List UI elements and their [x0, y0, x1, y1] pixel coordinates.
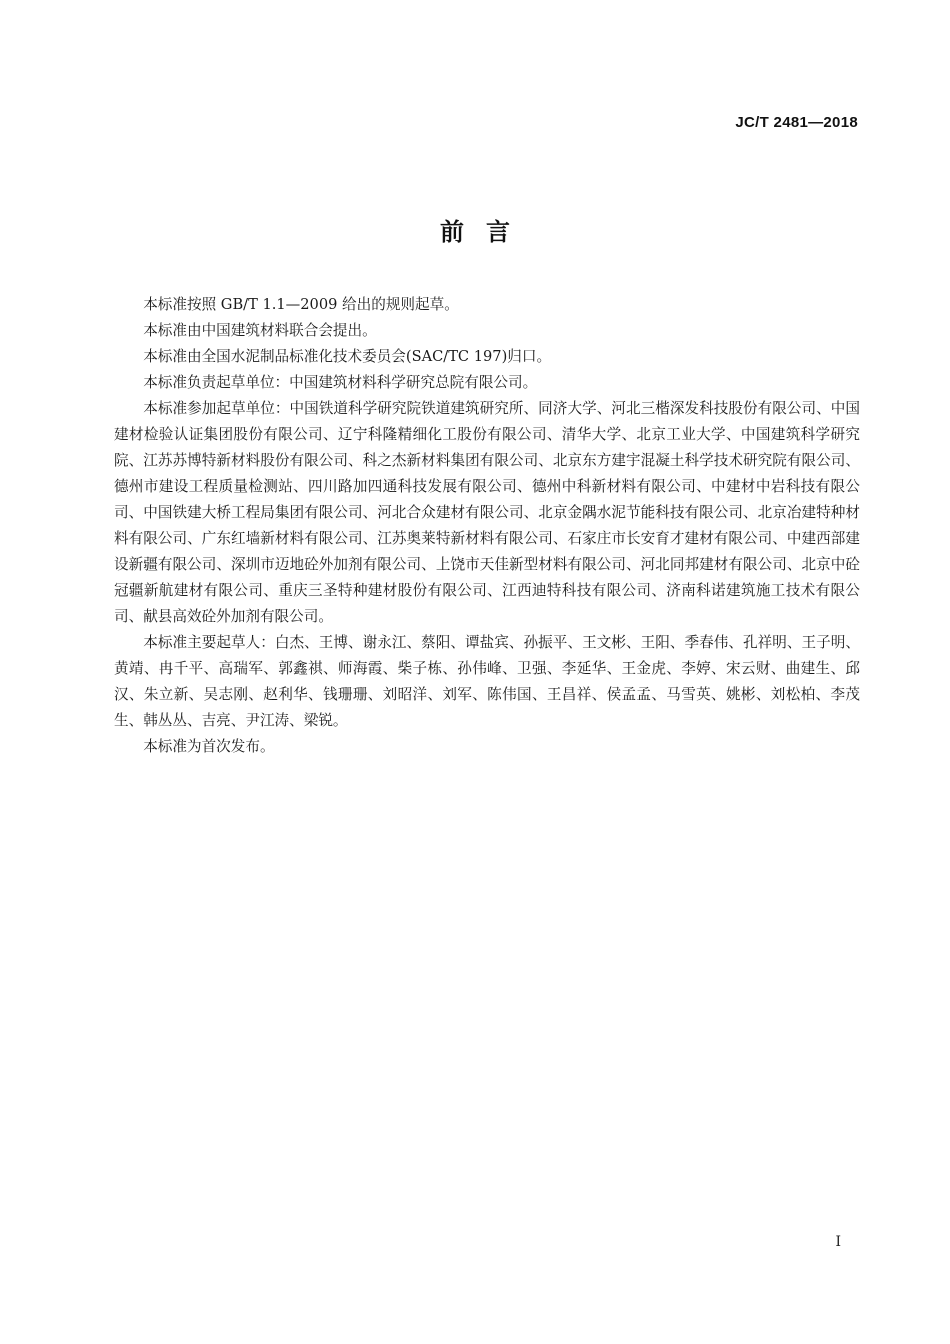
paragraph-drafting-rules: 本标准按照 GB/T 1.1—2009 给出的规则起草。 [143, 296, 459, 313]
paragraph-first-release: 本标准为首次发布。 [143, 738, 275, 755]
paragraph-participating-units: 本标准参加起草单位：中国铁道科学研究院铁道建筑研究所、同济大学、河北三楷深发科技股份有限公司、中国建材检验认证集团股份有限公司、辽宁科隆精细化工股份有限公司、清华大学、北京工业大学、中国建筑科学研究院、江苏苏博特新材料股份有限公司、科之杰新材料集团有限公司、北京东方建宇混凝土科学技术研究院有限公司、德州市建设工程质量检测站、四川路加四通科技发展有限公司、德州中科新材料有限公司、中建材中岩科技有限公司、中国铁建大桥工程局集团有限公司、河北合众建材有限公司、北京金隅水泥节能科技有限公司、北京冶建特种材料有限公司、广东红墙新材料有限公司、江苏奥莱特新材料有限公司、石家庄市长安育才建材有限公司、中建西部建设新疆有限公司、深圳市迈地砼外加剂有限公司、上饶市天佳新型材料有限公司、河北同邦建材有限公司、北京中砼冠疆新航建材有限公司、重庆三圣特种建材股份有限公司、江西迪特科技有限公司、济南科诺建筑施工技术有限公司、献县高效砼外加剂有限公司。 [114, 400, 860, 625]
paragraph-main-drafters: 本标准主要起草人：白杰、王博、谢永江、蔡阳、谭盐宾、孙振平、王文彬、王阳、季春伟、孔祥明、王子明、黄靖、冉千平、高瑞军、郭鑫祺、师海霞、柴子栋、孙伟峰、卫强、李延华、王金虎、李婷、宋云财、曲建生、邱汉、朱立新、吴志刚、赵利华、钱珊珊、刘昭洋、刘军、陈伟国、王昌祥、侯孟孟、马雪英、姚彬、刘松柏、李茂生、韩丛丛、吉亮、尹江涛、梁锐。 [114, 634, 860, 729]
page-number: I [835, 1234, 841, 1250]
page-title: 前言 [440, 218, 532, 246]
paragraph-committee: 本标准由全国水泥制品标准化技术委员会(SAC/TC 197)归口。 [143, 348, 552, 365]
paragraph-lead-drafter: 本标准负责起草单位：中国建筑材料科学研究总院有限公司。 [143, 374, 538, 391]
standard-code: JC/T 2481—2018 [735, 114, 858, 131]
paragraph-proposer: 本标准由中国建筑材料联合会提出。 [143, 322, 377, 339]
foreword-body [114, 292, 860, 760]
